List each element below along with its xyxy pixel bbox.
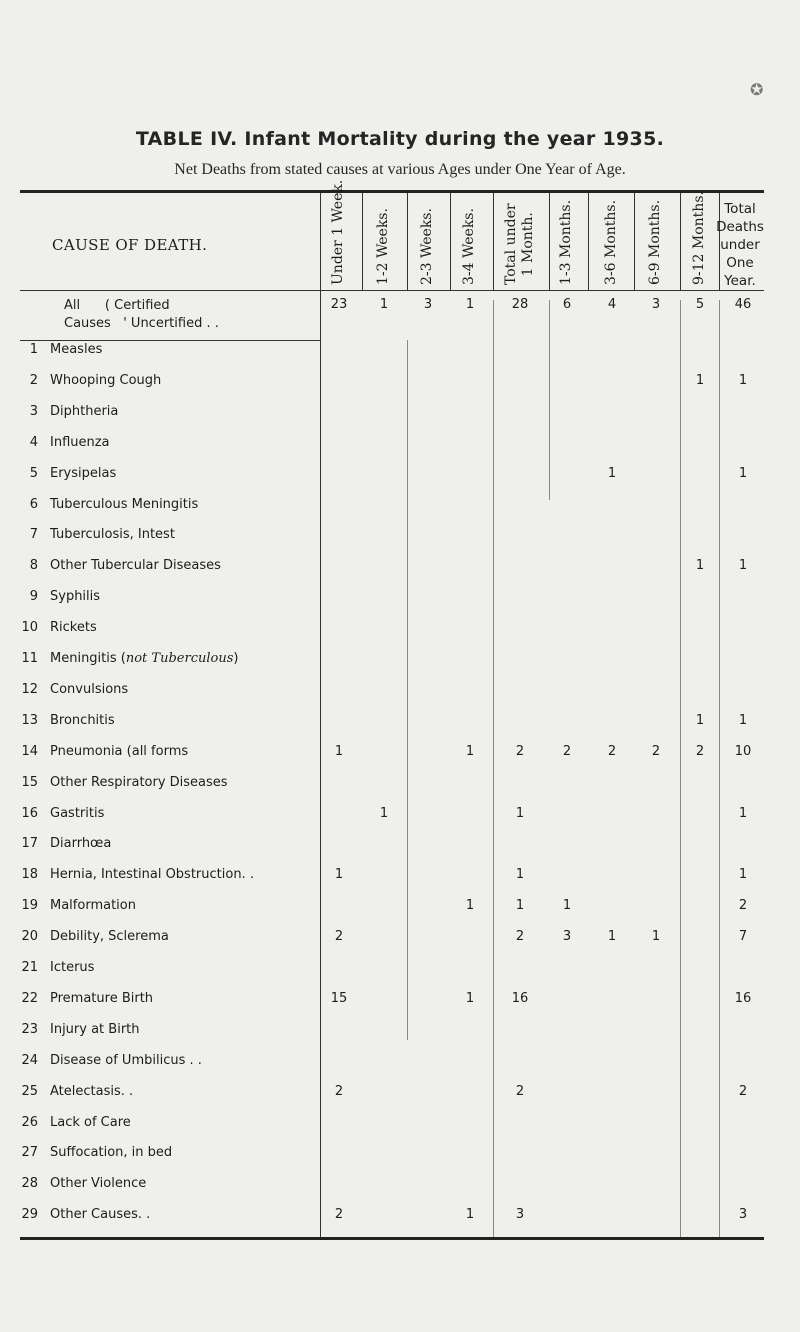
row-value: 2 (738, 1083, 748, 1099)
row-cause: Influenza (50, 434, 110, 450)
row-value: 1 (738, 805, 748, 821)
column-separator (634, 193, 635, 291)
row-value: 1 (738, 372, 748, 388)
column-separator (320, 193, 321, 1237)
column-separator (588, 193, 589, 291)
column-header-8: 6-9 Months. (647, 199, 663, 285)
row-value: 1 (334, 867, 344, 883)
row-number: 27 (21, 1145, 38, 1161)
row-cause: Malformation (50, 898, 136, 914)
row-cause: Convulsions (50, 681, 129, 697)
row-value: 1 (695, 712, 705, 728)
row-value: 1 (738, 558, 748, 574)
all-causes-value: 3 (423, 297, 433, 312)
total-column-header: Total Deaths under One Year. (716, 201, 764, 289)
corner-mark-icon: ✪ (750, 80, 764, 99)
column-separator (362, 193, 363, 291)
row-cause: Tuberculous Meningitis (50, 496, 199, 512)
column-separator (549, 300, 550, 500)
all-causes-value: 4 (607, 297, 617, 312)
table-top-rule (20, 190, 764, 193)
row-number: 23 (21, 1021, 38, 1037)
row-number: 22 (21, 990, 38, 1006)
column-header-1: Under 1 Week. (330, 179, 346, 285)
row-number: 7 (29, 527, 38, 543)
row-value: 1 (515, 898, 525, 914)
all-causes-rule (20, 340, 320, 341)
row-value: 2 (334, 1207, 344, 1223)
row-number: 13 (21, 712, 38, 728)
all-causes-value: 6 (562, 297, 572, 312)
all-causes-value: 1 (379, 297, 389, 312)
column-separator (450, 193, 451, 291)
row-number: 5 (29, 465, 38, 481)
row-value: 15 (330, 990, 348, 1006)
row-value: 1 (738, 867, 748, 883)
row-cause: Atelectasis. . (50, 1083, 134, 1099)
all-causes-value: 5 (695, 297, 705, 312)
page-subtitle: Net Deaths from stated causes at various Ages under One Year of Age. (174, 161, 626, 178)
row-value: 3 (515, 1207, 525, 1223)
all-causes-value: 1 (465, 297, 475, 312)
row-number: 14 (21, 743, 38, 759)
column-separator (549, 193, 550, 291)
row-value: 2 (515, 1083, 525, 1099)
column-separator (719, 300, 720, 1240)
row-value: 1 (607, 929, 617, 945)
row-value: 16 (511, 990, 529, 1006)
row-value: 1 (465, 990, 475, 1006)
row-value: 7 (738, 929, 748, 945)
row-cause: Other Respiratory Diseases (50, 774, 228, 790)
row-cause: Disease of Umbilicus . . (50, 1052, 202, 1068)
row-number: 8 (29, 558, 38, 574)
row-value: 1 (465, 743, 475, 759)
row-cause: Whooping Cough (50, 372, 162, 388)
row-number: 11 (21, 651, 38, 666)
column-header-6: 1-3 Months. (558, 199, 574, 285)
column-separator (407, 193, 408, 291)
row-value: 2 (515, 743, 525, 759)
column-header-5: Total under 1 Month. (503, 203, 536, 285)
column-separator (493, 300, 494, 1240)
row-cause: Gastritis (50, 805, 105, 821)
cause-column-header: CAUSE OF DEATH. (52, 236, 208, 254)
all-causes-value: 46 (734, 297, 752, 312)
row-cause: Measles (50, 342, 103, 357)
row-value: 2 (738, 898, 748, 914)
column-header-7: 3-6 Months. (603, 199, 619, 285)
column-separator (680, 193, 681, 291)
row-value: 1 (379, 805, 389, 821)
row-value: 1 (334, 743, 344, 759)
row-value: 1 (465, 1207, 475, 1223)
row-number: 4 (29, 434, 38, 450)
row-number: 2 (29, 372, 38, 388)
row-number: 9 (29, 589, 38, 605)
row-value: 2 (607, 743, 617, 759)
all-causes-value: 23 (330, 297, 348, 312)
row-value: 2 (334, 1083, 344, 1099)
header-rule (20, 290, 764, 291)
row-value: 2 (651, 743, 661, 759)
row-cause: Rickets (50, 620, 97, 636)
row-cause: Syphilis (50, 589, 101, 605)
column-header-4: 3-4 Weeks. (461, 208, 477, 285)
row-number: 1 (29, 342, 38, 357)
row-value: 2 (562, 743, 572, 759)
row-value: 2 (515, 929, 525, 945)
row-cause: Tuberculosis, Intest (50, 527, 175, 543)
row-number: 19 (21, 898, 38, 914)
row-cause: Meningitis (not Tuberculous) (50, 651, 239, 666)
row-number: 17 (21, 836, 38, 852)
row-value: 1 (515, 867, 525, 883)
row-value: 2 (334, 929, 344, 945)
all-causes-value: 28 (511, 297, 529, 312)
row-value: 1 (738, 465, 748, 481)
column-separator (493, 193, 494, 291)
table-bottom-rule (20, 1237, 764, 1240)
row-value: 1 (607, 465, 617, 481)
row-value: 10 (734, 743, 752, 759)
row-cause: Other Causes. . (50, 1207, 151, 1223)
row-value: 1 (651, 929, 661, 945)
column-header-9: 9-12 Months. (691, 191, 707, 285)
row-cause: Hernia, Intestinal Obstruction. . (50, 867, 254, 883)
row-value: 1 (695, 558, 705, 574)
row-number: 3 (29, 403, 38, 419)
row-number: 24 (21, 1052, 38, 1068)
row-cause: Debility, Sclerema (50, 929, 169, 945)
column-separator (680, 300, 681, 1240)
row-number: 18 (21, 867, 38, 883)
page-title: TABLE IV. Infant Mortality during the year 1935. (135, 128, 665, 150)
row-value: 1 (465, 898, 475, 914)
all-causes-value: 3 (651, 297, 661, 312)
row-number: 29 (21, 1207, 38, 1223)
row-cause: Suffocation, in bed (50, 1145, 173, 1161)
row-number: 10 (21, 620, 38, 636)
row-cause: Diarrhœa (50, 836, 112, 852)
all-causes-label: All ( Certified Causes ' Uncertified . . (64, 298, 219, 331)
row-number: 26 (21, 1114, 38, 1130)
row-value: 2 (695, 743, 705, 759)
column-header-2: 1-2 Weeks. (375, 208, 391, 285)
row-number: 28 (21, 1176, 38, 1192)
row-cause: Erysipelas (50, 465, 117, 481)
row-number: 6 (29, 496, 38, 512)
row-number: 20 (21, 929, 38, 945)
row-cause: Icterus (50, 960, 95, 975)
row-cause: Lack of Care (50, 1114, 131, 1130)
row-cause: Injury at Birth (50, 1021, 140, 1037)
row-value: 1 (562, 898, 572, 914)
row-value: 1 (695, 372, 705, 388)
row-number: 16 (21, 805, 38, 821)
row-value: 3 (562, 929, 572, 945)
row-value: 1 (738, 712, 748, 728)
row-cause: Other Violence (50, 1176, 147, 1192)
row-number: 15 (21, 774, 38, 790)
row-value: 3 (738, 1207, 748, 1223)
row-number: 12 (21, 681, 38, 697)
row-cause: Premature Birth (50, 990, 154, 1006)
row-number: 25 (21, 1083, 38, 1099)
row-value: 16 (734, 990, 752, 1006)
row-number: 21 (21, 960, 38, 975)
row-cause: Other Tubercular Diseases (50, 558, 221, 574)
column-header-3: 2-3 Weeks. (419, 208, 435, 285)
column-separator (407, 340, 408, 1040)
row-cause: Diphtheria (50, 403, 119, 419)
row-cause: Bronchitis (50, 712, 115, 728)
row-value: 1 (515, 805, 525, 821)
row-cause: Pneumonia (all forms (50, 743, 189, 759)
